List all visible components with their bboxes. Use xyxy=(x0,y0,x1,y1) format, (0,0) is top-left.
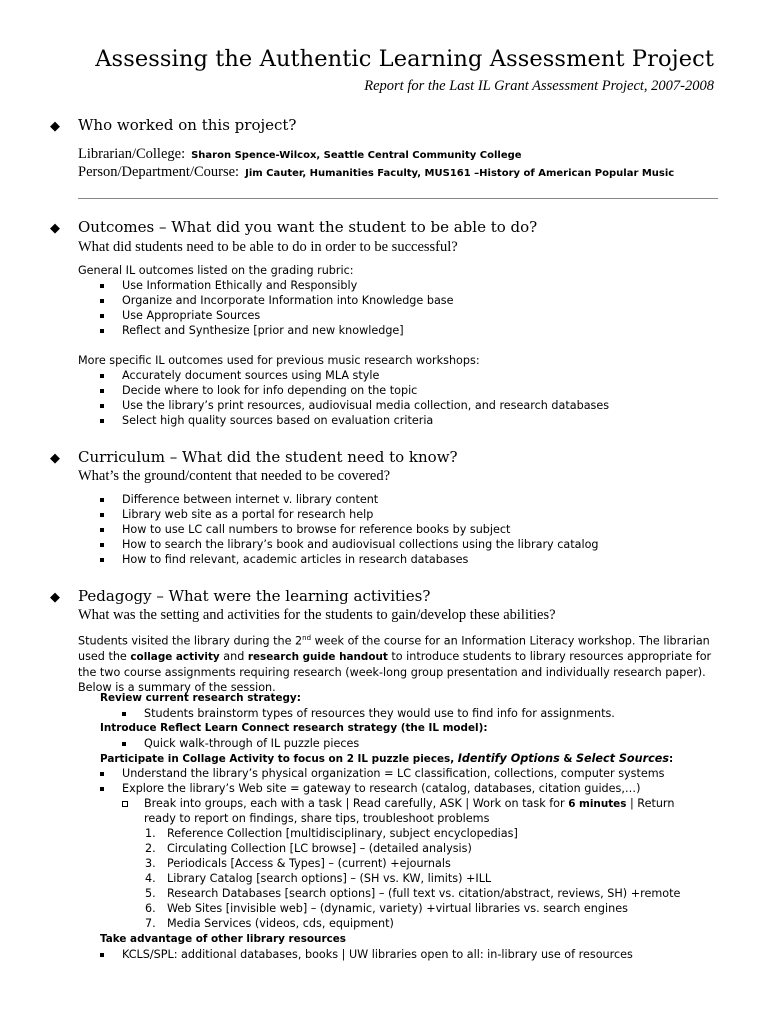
list-item: Explore the library’s Web site = gateway to research (catalog, databases, citation guides,…) xyxy=(122,781,640,796)
numbered-item: 4. Library Catalog [search options] – (SH vs. KW, limits) +ILL xyxy=(145,872,492,885)
numbered-item: 3. Periodicals [Access & Types] – (current) +ejournals xyxy=(145,857,451,870)
list-item: Use Appropriate Sources xyxy=(122,308,260,323)
list-item: Quick walk-through of IL puzzle pieces xyxy=(144,736,359,751)
document-subtitle: Report for the Last IL Grant Assessment Project, 2007-2008 xyxy=(364,78,714,94)
numbered-item: 7. Media Services (videos, cds, equipment) xyxy=(145,917,394,930)
list-item: Use Information Ethically and Responsibly xyxy=(122,278,357,293)
diamond-bullet-icon: ◆ xyxy=(50,119,60,134)
section-heading-who: ◆ Who worked on this project? xyxy=(50,116,297,134)
curriculum-question: What’s the ground/content that needed to be covered? xyxy=(78,468,391,484)
pedagogy-question: What was the setting and activities for the students to gain/develop these abilities? xyxy=(78,607,556,623)
section-heading-pedagogy: ◆ Pedagogy – What were the learning activities? xyxy=(50,587,431,605)
diamond-bullet-icon: ◆ xyxy=(50,590,60,605)
list-item: Break into groups, each with a task | Read carefully, ASK | Work on task for 6 minutes | Return xyxy=(144,796,674,812)
diamond-bullet-icon: ◆ xyxy=(50,221,60,236)
specific-outcomes-intro: More specific IL outcomes used for previous music research workshops: xyxy=(78,354,480,367)
section-divider xyxy=(78,198,718,199)
diamond-bullet-icon: ◆ xyxy=(50,451,60,466)
list-item: How to find relevant, academic articles in research databases xyxy=(122,552,468,567)
list-item: Decide where to look for info depending on the topic xyxy=(122,383,417,398)
list-item: How to use LC call numbers to browse for reference books by subject xyxy=(122,522,510,537)
list-item: How to search the library’s book and audiovisual collections using the library catalog xyxy=(122,537,599,552)
general-outcomes-intro: General IL outcomes listed on the grading rubric: xyxy=(78,264,354,277)
list-item: Difference between internet v. library content xyxy=(122,492,378,507)
participate-label: Participate in Collage Activity to focus on 2 IL puzzle pieces, Identify Options & Select Sources: xyxy=(100,752,674,765)
section-heading-outcomes: ◆ Outcomes – What did you want the student to be able to do? xyxy=(50,218,538,236)
review-label: Review current research strategy: xyxy=(100,692,301,704)
list-item: Use the library’s print resources, audiovisual media collection, and research databases xyxy=(122,398,609,413)
list-item: KCLS/SPL: additional databases, books | UW libraries open to all: in-library use of resources xyxy=(122,947,633,962)
outcomes-question: What did students need to be able to do in order to be successful? xyxy=(78,239,458,255)
introduce-label: Introduce Reflect Learn Connect research strategy (the IL model): xyxy=(100,722,488,734)
document-title: Assessing the Authentic Learning Assessment Project xyxy=(95,46,714,72)
list-item-continuation: ready to report on findings, share tips, troubleshoot problems xyxy=(144,812,490,825)
numbered-item: 5. Research Databases [search options] – (full text vs. citation/abstract, reviews, SH) +remote xyxy=(145,887,681,900)
pedagogy-paragraph: Students visited the library during the 2nd week of the course for an Information Literacy workshop. The librarian used the collage activity and research guide handout to introduce students to library resources appropriate for the two course assignments requiring research (week-long group presentation and individually research paper). Below is a summary of the session. xyxy=(78,634,712,694)
list-item: Library web site as a portal for research help xyxy=(122,507,373,522)
list-item: Select high quality sources based on evaluation criteria xyxy=(122,413,433,428)
list-item: Reflect and Synthesize [prior and new knowledge] xyxy=(122,323,404,338)
librarian-line: Librarian/College: Sharon Spence-Wilcox, Seattle Central Community College xyxy=(78,146,522,162)
person-line: Person/Department/Course: Jim Cauter, Humanities Faculty, MUS161 –History of American Popular Music xyxy=(78,164,675,180)
section-heading-curriculum: ◆ Curriculum – What did the student need to know? xyxy=(50,448,458,466)
numbered-item: 1. Reference Collection [multidisciplinary, subject encyclopedias] xyxy=(145,827,518,840)
list-item: Organize and Incorporate Information into Knowledge base xyxy=(122,293,454,308)
numbered-item: 6. Web Sites [invisible web] – (dynamic, variety) +virtual libraries vs. search engines xyxy=(145,902,628,915)
list-item: Students brainstorm types of resources they would use to find info for assignments. xyxy=(144,706,615,721)
list-item: Accurately document sources using MLA style xyxy=(122,368,379,383)
take-advantage-label: Take advantage of other library resources xyxy=(100,933,346,945)
list-item: Understand the library’s physical organization = LC classification, collections, computer systems xyxy=(122,766,664,781)
numbered-item: 2. Circulating Collection [LC browse] – (detailed analysis) xyxy=(145,842,472,855)
